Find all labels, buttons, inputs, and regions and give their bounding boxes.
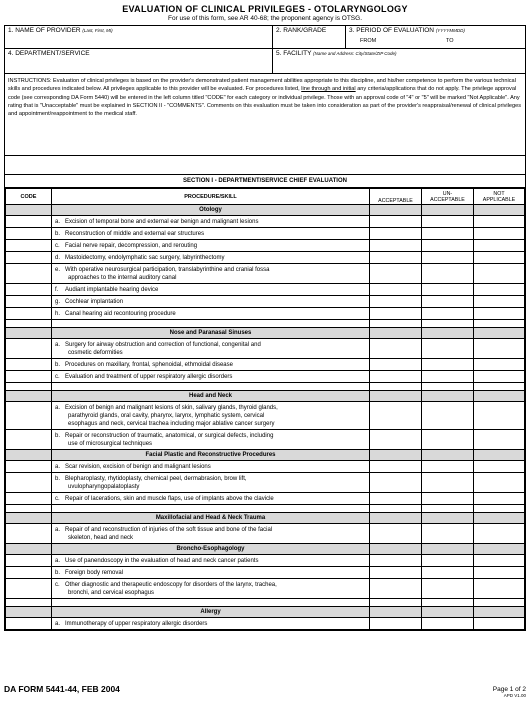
item-letter: c. bbox=[55, 581, 60, 588]
privilege-row bbox=[6, 430, 525, 450]
code-cell[interactable] bbox=[6, 228, 52, 240]
not-applicable-cell[interactable] bbox=[474, 296, 525, 308]
privilege-row bbox=[6, 618, 525, 630]
item-letter: a. bbox=[55, 463, 61, 470]
privilege-text bbox=[52, 493, 370, 505]
privilege-row bbox=[6, 359, 525, 371]
acceptable-cell[interactable] bbox=[370, 391, 422, 402]
unacceptable-cell[interactable] bbox=[422, 599, 474, 607]
privileges-body bbox=[6, 205, 525, 630]
blank-text-cell[interactable] bbox=[52, 383, 370, 391]
category-row-allergy bbox=[6, 607, 525, 618]
item-text-cont: esophagus and neck, cervical trachea including major ablative cancer surgery bbox=[68, 420, 275, 427]
unacceptable-cell[interactable] bbox=[422, 555, 474, 567]
item-text: Canal hearing aid recontouring procedure bbox=[65, 310, 176, 317]
unacceptable-cell[interactable] bbox=[422, 579, 474, 599]
code-cell[interactable] bbox=[6, 473, 52, 493]
code-cell[interactable] bbox=[6, 430, 52, 450]
acceptable-cell[interactable] bbox=[370, 513, 422, 524]
instructions: INSTRUCTIONS: Evaluation of clinical privileges is based on the provider's demonstrated patient management abilities appropriate to this discipline, and his/her competence to perform the various technical skills and procedures indicated below. All privileges applicable to this provider will be evaluated. For procedures listed, line through and initial any criteria/applications that do not apply. The privilege approval code (see corresponding DA Form 5440) will be entered in the left column titled "CODE" for each category or individual privilege. Those with an approval code of "4" or "5" will be marked "Not Applicable". Any rating that is "Unacceptable" must be explained in SECTION II - "COMMENTS". Comments on this evaluation must be taken into consideration as part of the provider's reappraisal/renewal of clinical privileges and appointment/reappointment to the medical staff. bbox=[5, 74, 525, 156]
unacceptable-cell[interactable] bbox=[422, 264, 474, 284]
not-applicable-cell[interactable] bbox=[474, 505, 525, 513]
blank-row bbox=[6, 599, 525, 607]
not-applicable-cell[interactable] bbox=[474, 513, 525, 524]
not-applicable-cell[interactable] bbox=[474, 607, 525, 618]
code-cell[interactable] bbox=[6, 461, 52, 473]
blank-row bbox=[6, 383, 525, 391]
privilege-text bbox=[52, 228, 370, 240]
code-cell[interactable] bbox=[6, 544, 52, 555]
header-row-1 bbox=[5, 26, 525, 49]
acceptable-cell[interactable] bbox=[370, 383, 422, 391]
privilege-row bbox=[6, 567, 525, 579]
unacceptable-cell[interactable] bbox=[422, 308, 474, 320]
form-number: DA FORM 5441-44, FEB 2004 bbox=[4, 684, 120, 694]
privilege-row bbox=[6, 371, 525, 383]
privilege-text bbox=[52, 339, 370, 359]
acceptable-cell[interactable] bbox=[370, 461, 422, 473]
item-letter: b. bbox=[55, 432, 61, 439]
unacceptable-cell[interactable] bbox=[422, 228, 474, 240]
privilege-text bbox=[52, 284, 370, 296]
unacceptable-cell[interactable] bbox=[422, 252, 474, 264]
acceptable-cell[interactable] bbox=[370, 567, 422, 579]
period-field[interactable]: 3. PERIOD OF EVALUATION (YYYYMMDD) FROM TO bbox=[349, 27, 465, 44]
unacceptable-cell[interactable] bbox=[422, 284, 474, 296]
acceptable-cell[interactable] bbox=[370, 599, 422, 607]
privilege-text bbox=[52, 618, 370, 630]
unacceptable-cell[interactable] bbox=[422, 473, 474, 493]
privilege-text bbox=[52, 240, 370, 252]
unacceptable-cell[interactable] bbox=[422, 430, 474, 450]
item-text: Other diagnostic and therapeutic endoscopy for disorders of the larynx, trachea, bbox=[65, 581, 277, 588]
privilege-row bbox=[6, 493, 525, 505]
item-text-cont: approaches to the internal auditory canal bbox=[68, 274, 177, 281]
item-text-cont: cosmetic deformities bbox=[68, 349, 123, 356]
item-letter: a. bbox=[55, 620, 61, 627]
code-cell[interactable] bbox=[6, 524, 52, 544]
acceptable-cell[interactable] bbox=[370, 328, 422, 339]
item-text: Immunotherapy of upper respiratory allergic disorders bbox=[65, 620, 208, 627]
category-name: Maxillofacial and Head & Neck Trauma bbox=[52, 513, 370, 524]
unacceptable-cell[interactable] bbox=[422, 607, 474, 618]
unacceptable-cell[interactable] bbox=[422, 524, 474, 544]
item-text: Scar revision, excision of benign and malignant lesions bbox=[65, 463, 211, 470]
not-applicable-cell[interactable] bbox=[474, 371, 525, 383]
header-row-2 bbox=[5, 49, 525, 74]
privilege-row bbox=[6, 264, 525, 284]
acceptable-cell[interactable] bbox=[370, 607, 422, 618]
item-letter: a. bbox=[55, 341, 61, 348]
category-name: Allergy bbox=[52, 607, 370, 618]
page-info: Page 1 of 2 APD V1.00 bbox=[492, 686, 526, 698]
unacceptable-cell[interactable] bbox=[422, 339, 474, 359]
acceptable-cell[interactable] bbox=[370, 308, 422, 320]
form-body bbox=[4, 25, 526, 631]
name-field[interactable]: 1. NAME OF PROVIDER (Last, First, MI) bbox=[5, 26, 273, 48]
item-text: Audiant implantable hearing device bbox=[65, 286, 159, 293]
col-code: CODE bbox=[6, 189, 52, 205]
acceptable-cell[interactable] bbox=[370, 296, 422, 308]
not-applicable-cell[interactable] bbox=[474, 579, 525, 599]
item-text: Excision of temporal bone and external ear benign and malignant lesions bbox=[65, 218, 259, 225]
item-text: Use of panendoscopy in the evaluation of head and neck cancer patients bbox=[65, 557, 259, 564]
not-applicable-cell[interactable] bbox=[474, 240, 525, 252]
acceptable-cell[interactable] bbox=[370, 339, 422, 359]
privilege-row bbox=[6, 216, 525, 228]
privilege-row bbox=[6, 579, 525, 599]
privilege-text bbox=[52, 359, 370, 371]
unacceptable-cell[interactable] bbox=[422, 371, 474, 383]
unacceptable-cell[interactable] bbox=[422, 618, 474, 630]
acceptable-cell[interactable] bbox=[370, 450, 422, 461]
not-applicable-cell[interactable] bbox=[474, 383, 525, 391]
blank-text-cell[interactable] bbox=[52, 320, 370, 328]
acceptable-cell[interactable] bbox=[370, 216, 422, 228]
code-cell[interactable] bbox=[6, 450, 52, 461]
not-applicable-cell[interactable] bbox=[474, 205, 525, 216]
item-text-cont: parathyroid glands, oral cavity, pharynx, larynx, lymphatic system, cervical bbox=[68, 412, 265, 419]
privilege-text bbox=[52, 473, 370, 493]
code-cell[interactable] bbox=[6, 308, 52, 320]
acceptable-cell[interactable] bbox=[370, 228, 422, 240]
acceptable-cell[interactable] bbox=[370, 240, 422, 252]
col-acceptable: ACCEPTABLE bbox=[370, 189, 422, 205]
unacceptable-cell[interactable] bbox=[422, 461, 474, 473]
category-row-nasal bbox=[6, 328, 525, 339]
unacceptable-cell[interactable] bbox=[422, 328, 474, 339]
item-text: Mastoidectomy, endolymphatic sac surgery, labyrinthectomy bbox=[65, 254, 225, 261]
not-applicable-cell[interactable] bbox=[474, 618, 525, 630]
not-applicable-cell[interactable] bbox=[474, 599, 525, 607]
code-cell[interactable] bbox=[6, 216, 52, 228]
not-applicable-cell[interactable] bbox=[474, 320, 525, 328]
to-label: TO bbox=[446, 38, 454, 44]
category-name: Otology bbox=[52, 205, 370, 216]
acceptable-cell[interactable] bbox=[370, 579, 422, 599]
code-cell[interactable] bbox=[6, 493, 52, 505]
unacceptable-cell[interactable] bbox=[422, 320, 474, 328]
category-row-maxillo bbox=[6, 513, 525, 524]
privilege-row bbox=[6, 555, 525, 567]
code-cell[interactable] bbox=[6, 296, 52, 308]
unacceptable-cell[interactable] bbox=[422, 493, 474, 505]
item-letter: e. bbox=[55, 266, 61, 273]
item-text: With operative neurosurgical participation, translabyrinthine and cranial fossa bbox=[65, 266, 270, 273]
item-text-cont: bronchi, and cervical esophagus bbox=[68, 589, 155, 596]
acceptable-cell[interactable] bbox=[370, 205, 422, 216]
privilege-row bbox=[6, 461, 525, 473]
not-applicable-cell[interactable] bbox=[474, 339, 525, 359]
code-cell[interactable] bbox=[6, 402, 52, 430]
category-row-facial bbox=[6, 450, 525, 461]
unacceptable-cell[interactable] bbox=[422, 567, 474, 579]
unacceptable-cell[interactable] bbox=[422, 216, 474, 228]
not-applicable-cell[interactable] bbox=[474, 493, 525, 505]
unacceptable-cell[interactable] bbox=[422, 359, 474, 371]
category-name: Nose and Paranasal Sinuses bbox=[52, 328, 370, 339]
privilege-row bbox=[6, 308, 525, 320]
item-text: Surgery for airway obstruction and correction of functional, congenital and bbox=[65, 341, 261, 348]
acceptable-cell[interactable] bbox=[370, 618, 422, 630]
col-procedure: PROCEDURE/SKILL bbox=[52, 189, 370, 205]
item-letter: f. bbox=[55, 286, 59, 293]
item-letter: b. bbox=[55, 475, 61, 482]
acceptable-cell[interactable] bbox=[370, 320, 422, 328]
category-row-broncho bbox=[6, 544, 525, 555]
item-text: Repair or reconstruction of traumatic, anatomical, or surgical defects, including bbox=[65, 432, 274, 439]
category-row-otology bbox=[6, 205, 525, 216]
code-cell[interactable] bbox=[6, 284, 52, 296]
not-applicable-cell[interactable] bbox=[474, 328, 525, 339]
code-cell[interactable] bbox=[6, 505, 52, 513]
acceptable-cell[interactable] bbox=[370, 493, 422, 505]
privilege-text bbox=[52, 461, 370, 473]
item-letter: c. bbox=[55, 495, 60, 502]
category-name: Head and Neck bbox=[52, 391, 370, 402]
item-text-cont: uvulopharyngopalatoplasty bbox=[68, 483, 140, 490]
not-applicable-cell[interactable] bbox=[474, 473, 525, 493]
code-cell[interactable] bbox=[6, 599, 52, 607]
acceptable-cell[interactable] bbox=[370, 359, 422, 371]
spacer bbox=[5, 156, 525, 175]
code-cell[interactable] bbox=[6, 371, 52, 383]
footer bbox=[4, 684, 526, 698]
acceptable-cell[interactable] bbox=[370, 252, 422, 264]
acceptable-cell[interactable] bbox=[370, 264, 422, 284]
privilege-row bbox=[6, 240, 525, 252]
item-text: Repair of lacerations, skin and muscle flaps, use of implants above the clavicle bbox=[65, 495, 274, 502]
code-cell[interactable] bbox=[6, 264, 52, 284]
privilege-text bbox=[52, 371, 370, 383]
blank-row bbox=[6, 505, 525, 513]
item-letter: h. bbox=[55, 310, 61, 317]
item-letter: c. bbox=[55, 373, 60, 380]
acceptable-cell[interactable] bbox=[370, 544, 422, 555]
section-title: SECTION I - DEPARTMENT/SERVICE CHIEF EVALUATION bbox=[5, 175, 525, 188]
code-cell[interactable] bbox=[6, 383, 52, 391]
not-applicable-cell[interactable] bbox=[474, 264, 525, 284]
code-cell[interactable] bbox=[6, 513, 52, 524]
code-cell[interactable] bbox=[6, 607, 52, 618]
item-text-cont: skeleton, head and neck bbox=[68, 534, 134, 541]
code-cell[interactable] bbox=[6, 567, 52, 579]
privilege-row bbox=[6, 402, 525, 430]
form-subtitle: For use of this form, see AR 40-68; the proponent agency is OTSG. bbox=[167, 15, 362, 22]
code-cell[interactable] bbox=[6, 555, 52, 567]
code-cell[interactable] bbox=[6, 328, 52, 339]
unacceptable-cell[interactable] bbox=[422, 505, 474, 513]
acceptable-cell[interactable] bbox=[370, 430, 422, 450]
unacceptable-cell[interactable] bbox=[422, 391, 474, 402]
not-applicable-cell[interactable] bbox=[474, 430, 525, 450]
acceptable-cell[interactable] bbox=[370, 402, 422, 430]
privilege-text bbox=[52, 579, 370, 599]
privilege-row bbox=[6, 252, 525, 264]
code-cell[interactable] bbox=[6, 320, 52, 328]
department-field[interactable]: 4. DEPARTMENT/SERVICE bbox=[5, 49, 273, 73]
item-text: Foreign body removal bbox=[65, 569, 124, 576]
item-letter: b. bbox=[55, 230, 61, 237]
category-name: Facial Plastic and Reconstructive Procedures bbox=[52, 450, 370, 461]
code-cell[interactable] bbox=[6, 240, 52, 252]
item-letter: a. bbox=[55, 526, 61, 533]
not-applicable-cell[interactable] bbox=[474, 450, 525, 461]
not-applicable-cell[interactable] bbox=[474, 524, 525, 544]
code-cell[interactable] bbox=[6, 359, 52, 371]
col-not-applicable: NOT APPLICABLE bbox=[474, 189, 525, 205]
item-text: Excision of benign and malignant lesions of skin, salivary glands, thyroid glands, bbox=[65, 404, 278, 411]
privilege-text bbox=[52, 567, 370, 579]
form-page bbox=[4, 0, 526, 698]
privilege-text bbox=[52, 430, 370, 450]
privilege-row bbox=[6, 228, 525, 240]
item-text: Cochlear implantation bbox=[65, 298, 124, 305]
category-row-headneck bbox=[6, 391, 525, 402]
form-title: EVALUATION OF CLINICAL PRIVILEGES - OTOLARYNGOLOGY bbox=[122, 4, 408, 14]
code-cell[interactable] bbox=[6, 618, 52, 630]
acceptable-cell[interactable] bbox=[370, 505, 422, 513]
item-text: Blepharoplasty, rhytidoplasty, chemical peel, dermabrasion, brow lift, bbox=[65, 475, 247, 482]
privilege-row bbox=[6, 284, 525, 296]
not-applicable-cell[interactable] bbox=[474, 567, 525, 579]
not-applicable-cell[interactable] bbox=[474, 544, 525, 555]
privilege-text bbox=[52, 296, 370, 308]
item-text: Repair of and reconstruction of injuries of the soft tissue and bone of the facial bbox=[65, 526, 273, 533]
code-cell[interactable] bbox=[6, 252, 52, 264]
privilege-row bbox=[6, 296, 525, 308]
privilege-text bbox=[52, 216, 370, 228]
unacceptable-cell[interactable] bbox=[422, 240, 474, 252]
from-label: FROM bbox=[360, 38, 377, 44]
privilege-row bbox=[6, 473, 525, 493]
code-cell[interactable] bbox=[6, 205, 52, 216]
not-applicable-cell[interactable] bbox=[474, 216, 525, 228]
code-cell[interactable] bbox=[6, 339, 52, 359]
not-applicable-cell[interactable] bbox=[474, 284, 525, 296]
acceptable-cell[interactable] bbox=[370, 284, 422, 296]
category-name: Broncho-Esophagology bbox=[52, 544, 370, 555]
blank-text-cell[interactable] bbox=[52, 599, 370, 607]
acceptable-cell[interactable] bbox=[370, 371, 422, 383]
item-text-cont: use of microsurgical techniques bbox=[68, 440, 153, 447]
item-text: Facial nerve repair, decompression, and rerouting bbox=[65, 242, 198, 249]
acceptable-cell[interactable] bbox=[370, 473, 422, 493]
rank-field[interactable]: 2. RANK/GRADE bbox=[273, 26, 346, 48]
unacceptable-cell[interactable] bbox=[422, 383, 474, 391]
privilege-text bbox=[52, 555, 370, 567]
unacceptable-cell[interactable] bbox=[422, 450, 474, 461]
privilege-text bbox=[52, 524, 370, 544]
unacceptable-cell[interactable] bbox=[422, 544, 474, 555]
privileges-table bbox=[5, 188, 525, 630]
item-letter: a. bbox=[55, 218, 61, 225]
item-letter: d. bbox=[55, 254, 61, 261]
facility-field[interactable]: 5. FACILITY (Name and Address: City/State/ZIP Code) bbox=[276, 50, 397, 57]
blank-text-cell[interactable] bbox=[52, 505, 370, 513]
privilege-text bbox=[52, 264, 370, 284]
privilege-text bbox=[52, 252, 370, 264]
unacceptable-cell[interactable] bbox=[422, 205, 474, 216]
item-text: Procedures on maxillary, frontal, sphenoidal, ethmoidal disease bbox=[65, 361, 233, 368]
item-letter: a. bbox=[55, 404, 61, 411]
not-applicable-cell[interactable] bbox=[474, 359, 525, 371]
blank-row bbox=[6, 320, 525, 328]
item-letter: g. bbox=[55, 298, 61, 305]
unacceptable-cell[interactable] bbox=[422, 402, 474, 430]
privilege-text bbox=[52, 308, 370, 320]
not-applicable-cell[interactable] bbox=[474, 461, 525, 473]
item-letter: b. bbox=[55, 361, 61, 368]
not-applicable-cell[interactable] bbox=[474, 228, 525, 240]
item-letter: b. bbox=[55, 569, 61, 576]
col-unacceptable: UN- ACCEPTABLE bbox=[422, 189, 474, 205]
item-letter: c. bbox=[55, 242, 60, 249]
acceptable-cell[interactable] bbox=[370, 524, 422, 544]
not-applicable-cell[interactable] bbox=[474, 555, 525, 567]
privilege-text bbox=[52, 402, 370, 430]
not-applicable-cell[interactable] bbox=[474, 391, 525, 402]
unacceptable-cell[interactable] bbox=[422, 513, 474, 524]
not-applicable-cell[interactable] bbox=[474, 308, 525, 320]
unacceptable-cell[interactable] bbox=[422, 296, 474, 308]
code-cell[interactable] bbox=[6, 579, 52, 599]
not-applicable-cell[interactable] bbox=[474, 402, 525, 430]
privilege-row bbox=[6, 524, 525, 544]
privilege-row bbox=[6, 339, 525, 359]
code-cell[interactable] bbox=[6, 391, 52, 402]
not-applicable-cell[interactable] bbox=[474, 252, 525, 264]
item-text: Evaluation and treatment of upper respiratory allergic disorders bbox=[65, 373, 233, 380]
acceptable-cell[interactable] bbox=[370, 555, 422, 567]
item-letter: a. bbox=[55, 557, 61, 564]
item-text: Reconstruction of middle and external ear structures bbox=[65, 230, 205, 237]
